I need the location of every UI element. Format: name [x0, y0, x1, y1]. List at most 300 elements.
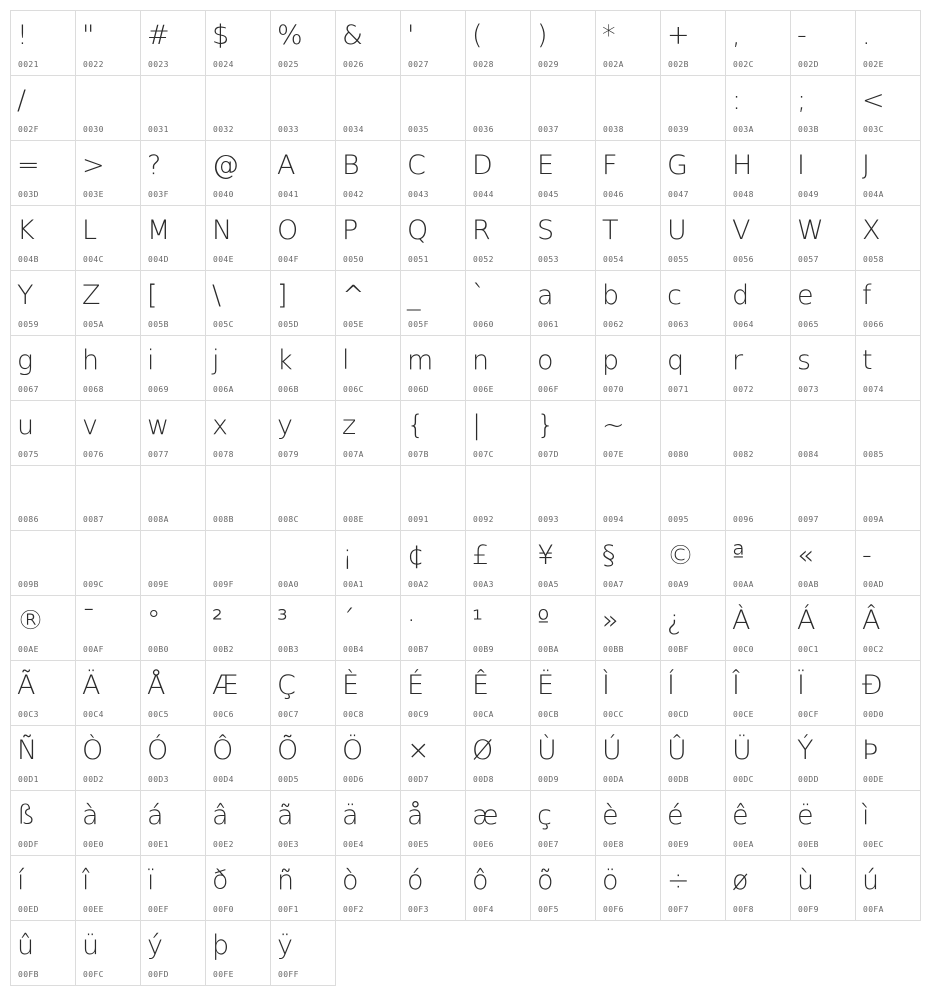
glyph-char: ® — [17, 605, 44, 636]
glyph-cell — [855, 205, 921, 271]
glyph-cell — [10, 790, 76, 856]
glyph-char: | — [472, 410, 482, 441]
glyph-codepoint: 0022 — [83, 60, 104, 69]
glyph-char: _ — [407, 280, 421, 311]
glyph-char: Ã — [17, 670, 36, 701]
glyph-codepoint: 004C — [83, 255, 104, 264]
glyph-char: c — [667, 280, 682, 311]
glyph-char: X — [862, 215, 881, 246]
glyph-char: Ì — [602, 670, 610, 701]
glyph-char: ¡ — [342, 540, 353, 571]
glyph-char: Á — [797, 605, 816, 636]
glyph-char: s — [797, 345, 812, 376]
glyph-char: è — [602, 800, 619, 831]
glyph-char: Ê — [472, 670, 490, 701]
glyph-codepoint: 00D6 — [343, 775, 364, 784]
glyph-codepoint: 00C6 — [213, 710, 234, 719]
glyph-cell — [335, 530, 401, 596]
glyph-char: Ä — [82, 670, 101, 701]
glyph-char: C — [407, 150, 426, 181]
glyph-codepoint: 0023 — [148, 60, 169, 69]
glyph-codepoint: 005A — [83, 320, 104, 329]
glyph-codepoint: 005D — [278, 320, 299, 329]
glyph-codepoint: 00AE — [18, 645, 39, 654]
glyph-codepoint: 0093 — [538, 515, 559, 524]
glyph-cell — [140, 335, 206, 401]
glyph-char: ê — [732, 800, 749, 831]
glyph-cell — [335, 790, 401, 856]
glyph-cell — [530, 465, 596, 531]
glyph-codepoint: 006B — [278, 385, 299, 394]
glyph-cell — [270, 660, 336, 726]
glyph-char: À — [732, 605, 751, 636]
glyph-codepoint: 007C — [473, 450, 494, 459]
glyph-cell — [790, 530, 856, 596]
glyph-cell — [660, 790, 726, 856]
glyph-codepoint: 009A — [863, 515, 884, 524]
glyph-char: Ð — [862, 670, 883, 701]
glyph-codepoint: 0063 — [668, 320, 689, 329]
glyph-codepoint: 0035 — [408, 125, 429, 134]
glyph-codepoint: 009E — [148, 580, 169, 589]
glyph-char: × — [407, 735, 430, 766]
glyph-codepoint: 0039 — [668, 125, 689, 134]
glyph-cell — [205, 140, 271, 206]
glyph-char: o — [537, 345, 554, 376]
glyph-char: x — [212, 410, 228, 441]
glyph-char: û — [17, 930, 35, 961]
glyph-codepoint: 0071 — [668, 385, 689, 394]
glyph-codepoint: 0056 — [733, 255, 754, 264]
glyph-cell — [855, 140, 921, 206]
glyph-codepoint: 0067 — [18, 385, 39, 394]
glyph-cell — [530, 790, 596, 856]
glyph-codepoint: 00E7 — [538, 840, 559, 849]
glyph-cell — [790, 205, 856, 271]
glyph-codepoint: 0065 — [798, 320, 819, 329]
glyph-codepoint: 0084 — [798, 450, 819, 459]
glyph-cell — [400, 595, 466, 661]
glyph-cell — [465, 595, 531, 661]
glyph-cell — [660, 205, 726, 271]
glyph-codepoint: 00FD — [148, 970, 169, 979]
glyph-char: , — [732, 20, 741, 51]
glyph-char: - — [862, 540, 872, 571]
glyph-codepoint: 00DF — [18, 840, 39, 849]
glyph-char: ; — [797, 85, 807, 116]
glyph-char: & — [342, 20, 364, 51]
glyph-codepoint: 00AB — [798, 580, 819, 589]
glyph-cell — [400, 270, 466, 336]
glyph-codepoint: 00E9 — [668, 840, 689, 849]
glyph-codepoint: 00F8 — [733, 905, 754, 914]
glyph-cell — [335, 660, 401, 726]
glyph-codepoint: 00C9 — [408, 710, 429, 719]
glyph-cell — [725, 595, 791, 661]
glyph-cell — [140, 75, 206, 141]
glyph-cell — [75, 920, 141, 986]
glyph-cell — [725, 530, 791, 596]
glyph-char: \ — [212, 280, 222, 311]
glyph-char: i — [147, 345, 155, 376]
glyph-cell — [10, 75, 76, 141]
glyph-codepoint: 00EF — [148, 905, 169, 914]
glyph-codepoint: 00D0 — [863, 710, 884, 719]
glyph-char: B — [342, 150, 360, 181]
glyph-cell — [205, 530, 271, 596]
glyph-char: S — [537, 215, 555, 246]
glyph-codepoint: 0050 — [343, 255, 364, 264]
glyph-char: q — [667, 345, 685, 376]
glyph-char: ÷ — [667, 865, 690, 896]
glyph-codepoint: 0092 — [473, 515, 494, 524]
glyph-cell — [595, 465, 661, 531]
glyph-codepoint: 00B7 — [408, 645, 429, 654]
glyph-cell — [465, 335, 531, 401]
glyph-cell — [595, 205, 661, 271]
glyph-char: Õ — [277, 735, 299, 766]
glyph-codepoint: 0096 — [733, 515, 754, 524]
glyph-char: ÿ — [277, 930, 293, 961]
glyph-cell — [595, 530, 661, 596]
glyph-cell — [660, 595, 726, 661]
glyph-codepoint: 0072 — [733, 385, 754, 394]
glyph-codepoint: 00BB — [603, 645, 624, 654]
glyph-char: å — [407, 800, 424, 831]
glyph-cell — [400, 465, 466, 531]
glyph-cell — [205, 855, 271, 921]
glyph-cell — [400, 660, 466, 726]
glyph-cell — [725, 790, 791, 856]
glyph-cell — [75, 465, 141, 531]
glyph-char: º — [537, 605, 550, 636]
glyph-codepoint: 00D5 — [278, 775, 299, 784]
glyph-char: Ñ — [17, 735, 38, 766]
glyph-codepoint: 008C — [278, 515, 299, 524]
glyph-codepoint: 007A — [343, 450, 364, 459]
glyph-codepoint: 0030 — [83, 125, 104, 134]
glyph-codepoint: 0061 — [538, 320, 559, 329]
glyph-cell — [725, 400, 791, 466]
glyph-codepoint: 003D — [18, 190, 39, 199]
glyph-char: ý — [147, 930, 163, 961]
glyph-cell — [335, 400, 401, 466]
glyph-codepoint: 0038 — [603, 125, 624, 134]
glyph-cell — [465, 270, 531, 336]
glyph-cell — [660, 725, 726, 791]
glyph-cell — [465, 855, 531, 921]
glyph-cell — [465, 465, 531, 531]
glyph-cell — [660, 530, 726, 596]
glyph-cell — [595, 595, 661, 661]
glyph-codepoint: 00F7 — [668, 905, 689, 914]
glyph-codepoint: 0091 — [408, 515, 429, 524]
glyph-cell — [855, 335, 921, 401]
glyph-char: p — [602, 345, 620, 376]
glyph-cell — [595, 660, 661, 726]
glyph-cell — [660, 335, 726, 401]
glyph-codepoint: 00C1 — [798, 645, 819, 654]
glyph-codepoint: 0054 — [603, 255, 624, 264]
glyph-cell — [10, 465, 76, 531]
glyph-cell — [595, 10, 661, 76]
glyph-cell — [10, 595, 76, 661]
glyph-codepoint: 002D — [798, 60, 819, 69]
glyph-codepoint: 004D — [148, 255, 169, 264]
glyph-codepoint: 00CF — [798, 710, 819, 719]
glyph-cell — [270, 725, 336, 791]
glyph-cell — [465, 75, 531, 141]
glyph-cell — [335, 725, 401, 791]
glyph-codepoint: 0078 — [213, 450, 234, 459]
glyph-char: T — [602, 215, 619, 246]
glyph-codepoint: 0095 — [668, 515, 689, 524]
glyph-char: ¢ — [407, 540, 425, 571]
glyph-char: ³ — [277, 605, 288, 636]
glyph-cell — [855, 530, 921, 596]
glyph-codepoint: 0057 — [798, 255, 819, 264]
glyph-char: Ï — [797, 670, 805, 701]
glyph-codepoint: 00EE — [83, 905, 104, 914]
glyph-char: Ø — [472, 735, 494, 766]
glyph-cell — [75, 205, 141, 271]
glyph-cell — [465, 400, 531, 466]
glyph-codepoint: 009B — [18, 580, 39, 589]
glyph-codepoint: 0025 — [278, 60, 299, 69]
glyph-char: ä — [342, 800, 359, 831]
glyph-char: Ú — [602, 735, 622, 766]
glyph-cell — [205, 465, 271, 531]
glyph-char: [ — [147, 280, 158, 311]
glyph-char: { — [407, 410, 425, 441]
glyph-char: Æ — [212, 670, 239, 701]
glyph-char: » — [602, 605, 619, 636]
glyph-cell — [855, 270, 921, 336]
glyph-codepoint: 00AF — [83, 645, 104, 654]
glyph-codepoint: 005C — [213, 320, 234, 329]
glyph-char: w — [147, 410, 170, 441]
glyph-codepoint: 00D4 — [213, 775, 234, 784]
glyph-codepoint: 003B — [798, 125, 819, 134]
glyph-codepoint: 00D7 — [408, 775, 429, 784]
glyph-codepoint: 0032 — [213, 125, 234, 134]
glyph-cell — [140, 920, 206, 986]
glyph-cell — [270, 140, 336, 206]
glyph-cell — [660, 855, 726, 921]
glyph-cell — [595, 400, 661, 466]
glyph-char: Ö — [342, 735, 364, 766]
glyph-codepoint: 0060 — [473, 320, 494, 329]
glyph-cell — [10, 855, 76, 921]
glyph-cell — [400, 790, 466, 856]
glyph-cell — [400, 205, 466, 271]
glyph-codepoint: 0073 — [798, 385, 819, 394]
glyph-cell — [595, 140, 661, 206]
glyph-char: I — [797, 150, 805, 181]
glyph-codepoint: 0027 — [408, 60, 429, 69]
glyph-char: Û — [667, 735, 687, 766]
glyph-char: ^ — [342, 280, 365, 311]
glyph-codepoint: 003A — [733, 125, 754, 134]
glyph-cell — [205, 595, 271, 661]
glyph-char: J — [862, 150, 870, 181]
glyph-codepoint: 00DC — [733, 775, 754, 784]
glyph-cell — [205, 75, 271, 141]
glyph-codepoint: 00CC — [603, 710, 624, 719]
glyph-char: © — [667, 540, 694, 571]
glyph-char: K — [17, 215, 35, 246]
glyph-cell — [790, 660, 856, 726]
glyph-codepoint: 005E — [343, 320, 364, 329]
glyph-codepoint: 0042 — [343, 190, 364, 199]
glyph-codepoint: 002A — [603, 60, 624, 69]
glyph-codepoint: 0045 — [538, 190, 559, 199]
glyph-cell — [75, 530, 141, 596]
glyph-codepoint: 00C3 — [18, 710, 39, 719]
glyph-char: z — [342, 410, 357, 441]
glyph-char: Ò — [82, 735, 104, 766]
glyph-char: : — [732, 85, 742, 116]
glyph-cell — [790, 595, 856, 661]
glyph-cell — [530, 530, 596, 596]
glyph-cell — [335, 855, 401, 921]
glyph-cell — [400, 855, 466, 921]
glyph-codepoint: 003C — [863, 125, 884, 134]
glyph-cell — [270, 335, 336, 401]
glyph-cell — [855, 75, 921, 141]
glyph-codepoint: 00B2 — [213, 645, 234, 654]
glyph-cell — [465, 10, 531, 76]
glyph-char: " — [82, 20, 95, 51]
glyph-codepoint: 00E3 — [278, 840, 299, 849]
glyph-cell — [660, 270, 726, 336]
glyph-char: f — [862, 280, 872, 311]
glyph-codepoint: 00E0 — [83, 840, 104, 849]
glyph-char: ¿ — [667, 605, 682, 636]
glyph-cell — [855, 725, 921, 791]
glyph-codepoint: 0044 — [473, 190, 494, 199]
glyph-codepoint: 002E — [863, 60, 884, 69]
glyph-char: Q — [407, 215, 429, 246]
glyph-cell — [140, 530, 206, 596]
glyph-codepoint: 005B — [148, 320, 169, 329]
glyph-codepoint: 007E — [603, 450, 624, 459]
glyph-codepoint: 003F — [148, 190, 169, 199]
glyph-codepoint: 00DB — [668, 775, 689, 784]
glyph-char: Å — [147, 670, 166, 701]
glyph-char: ( — [472, 20, 483, 51]
glyph-codepoint: 0051 — [408, 255, 429, 264]
glyph-cell — [140, 400, 206, 466]
glyph-codepoint: 00BF — [668, 645, 689, 654]
glyph-char: U — [667, 215, 687, 246]
glyph-cell — [855, 465, 921, 531]
glyph-char: Â — [862, 605, 881, 636]
glyph-char: y — [277, 410, 293, 441]
glyph-char: - — [797, 20, 807, 51]
glyph-cell — [140, 855, 206, 921]
glyph-cell — [595, 725, 661, 791]
glyph-cell — [400, 400, 466, 466]
glyph-char: ° — [147, 605, 161, 636]
glyph-codepoint: 004A — [863, 190, 884, 199]
glyph-char: Ù — [537, 735, 557, 766]
glyph-codepoint: 00D2 — [83, 775, 104, 784]
glyph-cell — [205, 10, 271, 76]
glyph-char: V — [732, 215, 751, 246]
glyph-cell — [660, 400, 726, 466]
glyph-codepoint: 00F9 — [798, 905, 819, 914]
glyph-cell — [270, 790, 336, 856]
glyph-codepoint: 00F0 — [213, 905, 234, 914]
glyph-cell — [75, 855, 141, 921]
glyph-codepoint: 00CB — [538, 710, 559, 719]
glyph-cell — [270, 270, 336, 336]
glyph-codepoint: 0037 — [538, 125, 559, 134]
glyph-cell — [75, 335, 141, 401]
glyph-cell — [400, 530, 466, 596]
glyph-cell — [790, 75, 856, 141]
glyph-char: ú — [862, 865, 880, 896]
glyph-cell — [205, 205, 271, 271]
glyph-char: Þ — [862, 735, 879, 766]
glyph-char: ? — [147, 150, 162, 181]
glyph-codepoint: 00EA — [733, 840, 754, 849]
glyph-char: h — [82, 345, 100, 376]
glyph-codepoint: 003E — [83, 190, 104, 199]
glyph-char: ü — [82, 930, 100, 961]
glyph-cell — [725, 10, 791, 76]
glyph-cell — [140, 595, 206, 661]
glyph-cell — [790, 140, 856, 206]
glyph-codepoint: 0021 — [18, 60, 39, 69]
glyph-codepoint: 00FE — [213, 970, 234, 979]
glyph-codepoint: 00C7 — [278, 710, 299, 719]
glyph-char: Ç — [277, 670, 296, 701]
glyph-codepoint: 00E4 — [343, 840, 364, 849]
glyph-cell — [10, 530, 76, 596]
glyph-cell — [335, 335, 401, 401]
glyph-cell — [10, 920, 76, 986]
glyph-char: ! — [17, 20, 28, 51]
glyph-cell — [10, 335, 76, 401]
glyph-char: D — [472, 150, 493, 181]
glyph-char: ` — [472, 280, 486, 311]
glyph-codepoint: 00D8 — [473, 775, 494, 784]
glyph-codepoint: 00AA — [733, 580, 754, 589]
glyph-char: $ — [212, 20, 230, 51]
glyph-char: Î — [732, 670, 740, 701]
glyph-char: E — [537, 150, 555, 181]
glyph-codepoint: 00A5 — [538, 580, 559, 589]
glyph-cell — [75, 270, 141, 336]
glyph-codepoint: 00CD — [668, 710, 689, 719]
glyph-char: õ — [537, 865, 554, 896]
glyph-cell — [790, 400, 856, 466]
glyph-codepoint: 00E2 — [213, 840, 234, 849]
glyph-char: ô — [472, 865, 489, 896]
glyph-char: ã — [277, 800, 294, 831]
glyph-codepoint: 006C — [343, 385, 364, 394]
glyph-char: ' — [407, 20, 415, 51]
glyph-cell — [595, 790, 661, 856]
glyph-char: « — [797, 540, 814, 571]
glyph-char: F — [602, 150, 618, 181]
glyph-cell — [855, 855, 921, 921]
glyph-codepoint: 00F5 — [538, 905, 559, 914]
glyph-codepoint: 0033 — [278, 125, 299, 134]
glyph-cell — [75, 140, 141, 206]
